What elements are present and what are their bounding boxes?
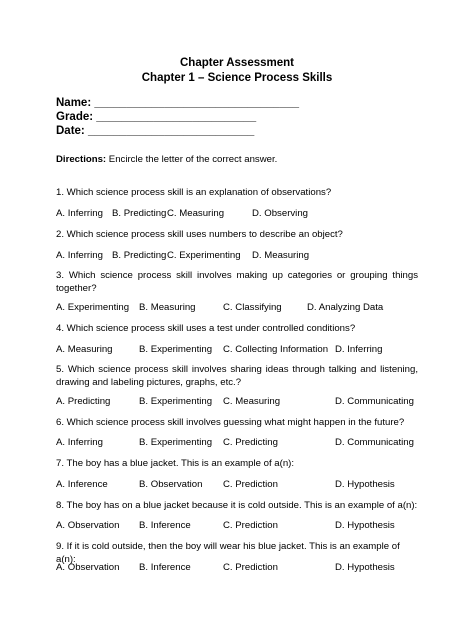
q9-option-b[interactable]: B. Inference	[139, 562, 191, 573]
q3-option-c[interactable]: C. Classifying	[223, 302, 282, 313]
question-6-options	[56, 437, 418, 450]
document-subtitle: Chapter 1 – Science Process Skills	[141, 72, 333, 84]
q7-option-b[interactable]: B. Observation	[139, 479, 203, 490]
question-1-options	[56, 208, 418, 221]
q7-option-a[interactable]: A. Inference	[56, 479, 108, 490]
q3-option-d[interactable]: D. Analyzing Data	[307, 302, 384, 313]
q1-option-c[interactable]: C. Measuring	[167, 208, 225, 219]
question-8: 8. The boy has on a blue jacket because it is cold outside. This is an example of a(n):	[56, 500, 418, 511]
directions-label: Directions:	[56, 154, 107, 165]
question-4-options	[56, 344, 418, 357]
question-9-options	[56, 562, 418, 575]
question-3: 3. Which science process skill involves making up categories or grouping things together?	[56, 270, 418, 294]
q4-option-a[interactable]: A. Measuring	[56, 344, 113, 355]
question-6: 6. Which science process skill involves guessing what might happen in the future?	[56, 417, 405, 428]
q6-option-b[interactable]: B. Experimenting	[139, 437, 213, 448]
q9-option-c[interactable]: C. Prediction	[223, 562, 278, 573]
q2-option-b[interactable]: B. Predicting	[112, 250, 167, 261]
q5-option-a[interactable]: A. Predicting	[56, 396, 111, 407]
question-7-options	[56, 479, 418, 492]
q5-option-b[interactable]: B. Experimenting	[139, 396, 213, 407]
q1-option-a[interactable]: A. Inferring	[56, 208, 103, 219]
q3-option-b[interactable]: B. Measuring	[139, 302, 196, 313]
directions	[56, 154, 277, 165]
q7-option-c[interactable]: C. Prediction	[223, 479, 278, 490]
q5-option-d[interactable]: D. Communicating	[335, 396, 414, 407]
q1-option-d[interactable]: D. Observing	[252, 208, 308, 219]
question-5-options	[56, 396, 418, 409]
q2-option-d[interactable]: D. Measuring	[252, 250, 310, 261]
q9-option-d[interactable]: D. Hypothesis	[335, 562, 395, 573]
q3-option-a[interactable]: A. Experimenting	[56, 302, 130, 313]
q8-option-d[interactable]: D. Hypothesis	[335, 520, 395, 531]
question-5: 5. Which science process skill involves sharing ideas through talking and listening, drawing and labeling pictures, graphs, etc.?	[56, 364, 418, 388]
question-9: 9. If it is cold outside, then the boy will wear his blue jacket. This is an example of a(n):	[56, 541, 400, 565]
directions-text: Encircle the letter of the correct answer.	[106, 154, 278, 165]
question-8-options	[56, 520, 418, 533]
q9-option-a[interactable]: A. Observation	[56, 562, 120, 573]
q4-option-b[interactable]: B. Experimenting	[139, 344, 213, 355]
question-2: 2. Which science process skill uses numbers to describe an object?	[56, 229, 343, 240]
q8-option-a[interactable]: A. Observation	[56, 520, 120, 531]
q8-option-c[interactable]: C. Prediction	[223, 520, 278, 531]
question-7: 7. The boy has a blue jacket. This is an example of a(n):	[56, 458, 295, 469]
q8-option-b[interactable]: B. Inference	[139, 520, 191, 531]
q2-option-c[interactable]: C. Experimenting	[167, 250, 241, 261]
document-title: Chapter Assessment	[180, 57, 294, 69]
q1-option-b[interactable]: B. Predicting	[112, 208, 167, 219]
question-2-options	[56, 250, 418, 263]
grade-field: Grade: _________________________	[56, 111, 257, 123]
question-3-options	[56, 302, 418, 315]
q6-option-c[interactable]: C. Predicting	[223, 437, 278, 448]
name-field: Name: ________________________________	[56, 97, 300, 109]
q7-option-d[interactable]: D. Hypothesis	[335, 479, 395, 490]
date-field: Date: __________________________	[56, 125, 255, 137]
q6-option-a[interactable]: A. Inferring	[56, 437, 103, 448]
question-4: 4. Which science process skill uses a test under controlled conditions?	[56, 323, 356, 334]
q2-option-a[interactable]: A. Inferring	[56, 250, 103, 261]
q4-option-c[interactable]: C. Collecting Information	[223, 344, 329, 355]
q5-option-c[interactable]: C. Measuring	[223, 396, 281, 407]
question-1: 1. Which science process skill is an explanation of observations?	[56, 187, 332, 198]
q4-option-d[interactable]: D. Inferring	[335, 344, 383, 355]
q6-option-d[interactable]: D. Communicating	[335, 437, 414, 448]
